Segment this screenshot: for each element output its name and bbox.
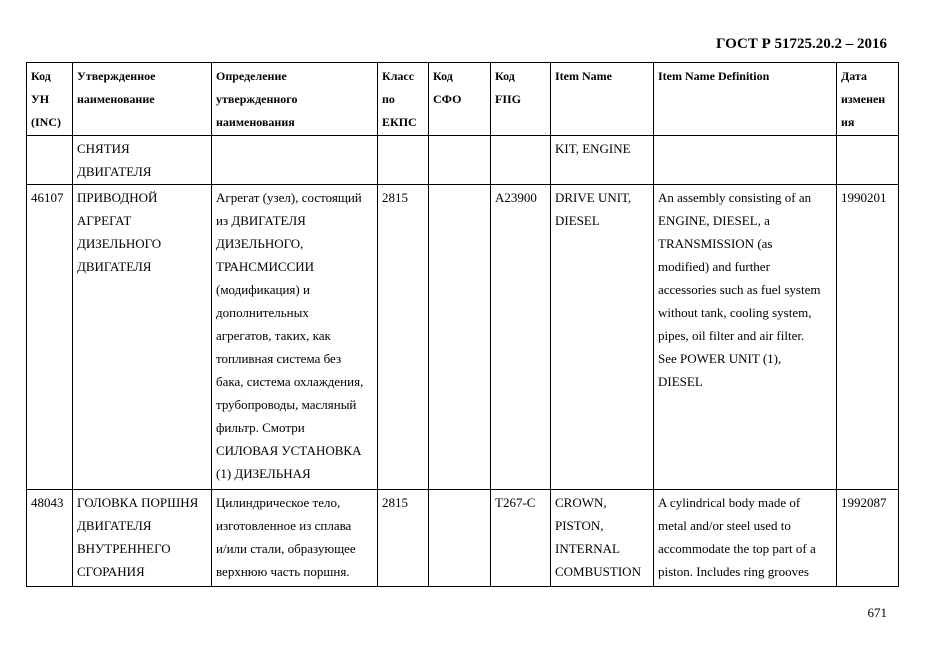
cell-line: ПРИВОДНОЙ: [77, 190, 158, 205]
cell-line: modified) and further: [658, 259, 770, 274]
cell-line: ГОЛОВКА ПОРШНЯ: [77, 495, 199, 510]
cell-line: accommodate the top part of a: [658, 541, 816, 556]
header-name-definition: [212, 63, 378, 136]
cell-line: ВНУТРЕННЕГО: [77, 541, 171, 556]
cell-line: АГРЕГАТ: [77, 213, 132, 228]
cell-sfo-code: [429, 136, 491, 185]
cell-line: CROWN,: [555, 495, 607, 510]
cell-inc-code: [27, 185, 73, 490]
cell-line: (модификация) и: [216, 282, 310, 297]
cell-line: СГОРАНИЯ: [77, 564, 145, 579]
cell-line: (1) ДИЗЕЛЬНАЯ: [216, 466, 311, 481]
cell-line: фильтр. Смотри: [216, 420, 305, 435]
cell-line: Код: [31, 69, 51, 83]
cell-line: 1992087: [841, 495, 887, 510]
cell-line: Агрегат (узел), состоящий: [216, 190, 362, 205]
cell-line: ДИЗЕЛЬНОГО: [77, 236, 162, 251]
cell-line: ТРАНСМИССИИ: [216, 259, 315, 274]
cell-fiig-code: [491, 490, 551, 587]
cell-line: accessories such as fuel system: [658, 282, 821, 297]
page-number: 671: [867, 605, 887, 620]
table-header: [27, 63, 899, 136]
table-row: [27, 185, 899, 490]
cell-line: Класс: [382, 69, 415, 83]
nomenclature-table: [26, 62, 899, 587]
cell-line: piston. Includes ring grooves: [658, 564, 809, 579]
cell-line: pipes, oil filter and air filter.: [658, 328, 805, 343]
cell-inc-code: [27, 490, 73, 587]
header-change-date: [837, 63, 899, 136]
cell-line: СНЯТИЯ: [77, 141, 130, 156]
table-row: [27, 136, 899, 185]
cell-line: DIESEL: [658, 374, 703, 389]
cell-line: COMBUSTION: [555, 564, 641, 579]
cell-line: Код: [433, 69, 453, 83]
cell-line: A23900: [495, 190, 537, 205]
cell-item-name: [551, 185, 654, 490]
cell-line: Определение: [216, 69, 287, 83]
header-fiig-code: [491, 63, 551, 136]
cell-name-definition: [212, 136, 378, 185]
cell-inc-code: [27, 136, 73, 185]
cell-line: дополнительных: [216, 305, 309, 320]
cell-line: ия: [841, 115, 855, 129]
cell-line: 2815: [382, 495, 408, 510]
cell-line: трубопроводы, масляный: [216, 397, 357, 412]
cell-approved-name: [73, 185, 212, 490]
table-body: [27, 136, 899, 587]
cell-ekps-class: [378, 185, 429, 490]
header-approved-name: [73, 63, 212, 136]
cell-line: Цилиндрическое тело,: [216, 495, 341, 510]
cell-fiig-code: [491, 136, 551, 185]
cell-change-date: [837, 185, 899, 490]
cell-line: агрегатов, таких, как: [216, 328, 331, 343]
cell-item-name-definition: [654, 185, 837, 490]
cell-line: наименование: [77, 92, 155, 106]
cell-line: и/или стали, образующее: [216, 541, 356, 556]
cell-line: An assembly consisting of an: [658, 190, 812, 205]
cell-fiig-code: [491, 185, 551, 490]
cell-line: Дата: [841, 69, 867, 83]
cell-line: топливная система без: [216, 351, 342, 366]
cell-item-name-definition: [654, 136, 837, 185]
cell-name-definition: [212, 490, 378, 587]
cell-line: изготовленное из сплава: [216, 518, 352, 533]
header-inc-code: [27, 63, 73, 136]
cell-line: ENGINE, DIESEL, a: [658, 213, 770, 228]
cell-line: ДВИГАТЕЛЯ: [77, 259, 152, 274]
cell-line: without tank, cooling system,: [658, 305, 812, 320]
header-item-name-definition: [654, 63, 837, 136]
cell-line: ЕКПС: [382, 115, 417, 129]
cell-line: DIESEL: [555, 213, 600, 228]
cell-line: Item Name Definition: [658, 69, 770, 83]
cell-line: из ДВИГАТЕЛЯ: [216, 213, 306, 228]
cell-line: ДВИГАТЕЛЯ: [77, 164, 152, 179]
header-sfo-code: [429, 63, 491, 136]
table-row: [27, 490, 899, 587]
cell-line: ДВИГАТЕЛЯ: [77, 518, 152, 533]
cell-line: T267-C: [495, 495, 536, 510]
cell-line: 1990201: [841, 190, 887, 205]
cell-ekps-class: [378, 136, 429, 185]
cell-change-date: [837, 136, 899, 185]
header-row: [27, 63, 899, 136]
cell-item-name-definition: [654, 490, 837, 587]
cell-line: Item Name: [555, 69, 612, 83]
cell-ekps-class: [378, 490, 429, 587]
cell-line: 46107: [31, 190, 64, 205]
cell-line: A cylindrical body made of: [658, 495, 801, 510]
cell-line: KIT, ENGINE: [555, 141, 631, 156]
cell-line: Утвержденное: [77, 69, 156, 83]
cell-line: Код: [495, 69, 515, 83]
cell-item-name: [551, 136, 654, 185]
cell-line: СФО: [433, 92, 462, 106]
document-standard-header: ГОСТ Р 51725.20.2 – 2016: [715, 36, 887, 52]
cell-line: утвержденного: [216, 92, 298, 106]
cell-line: DRIVE UNIT,: [555, 190, 632, 205]
cell-line: INTERNAL: [555, 541, 620, 556]
cell-line: (INC): [31, 115, 61, 129]
cell-sfo-code: [429, 490, 491, 587]
cell-line: 48043: [31, 495, 64, 510]
cell-line: metal and/or steel used to: [658, 518, 791, 533]
cell-line: PISTON,: [555, 518, 604, 533]
cell-name-definition: [212, 185, 378, 490]
cell-line: 2815: [382, 190, 408, 205]
cell-line: по: [382, 92, 395, 106]
cell-line: изменен: [841, 92, 886, 106]
cell-line: бака, система охлаждения,: [216, 374, 364, 389]
cell-approved-name: [73, 490, 212, 587]
header-ekps-class: [378, 63, 429, 136]
cell-line: верхнюю часть поршня.: [216, 564, 350, 579]
cell-item-name: [551, 490, 654, 587]
cell-approved-name: [73, 136, 212, 185]
header-item-name: [551, 63, 654, 136]
cell-line: FIIG: [495, 92, 522, 106]
cell-line: СИЛОВАЯ УСТАНОВКА: [216, 443, 362, 458]
cell-line: УН: [31, 92, 50, 106]
cell-line: ДИЗЕЛЬНОГО,: [216, 236, 304, 251]
cell-change-date: [837, 490, 899, 587]
cell-sfo-code: [429, 185, 491, 490]
cell-line: See POWER UNIT (1),: [658, 351, 782, 366]
cell-line: TRANSMISSION (as: [658, 236, 773, 251]
cell-line: наименования: [216, 115, 295, 129]
